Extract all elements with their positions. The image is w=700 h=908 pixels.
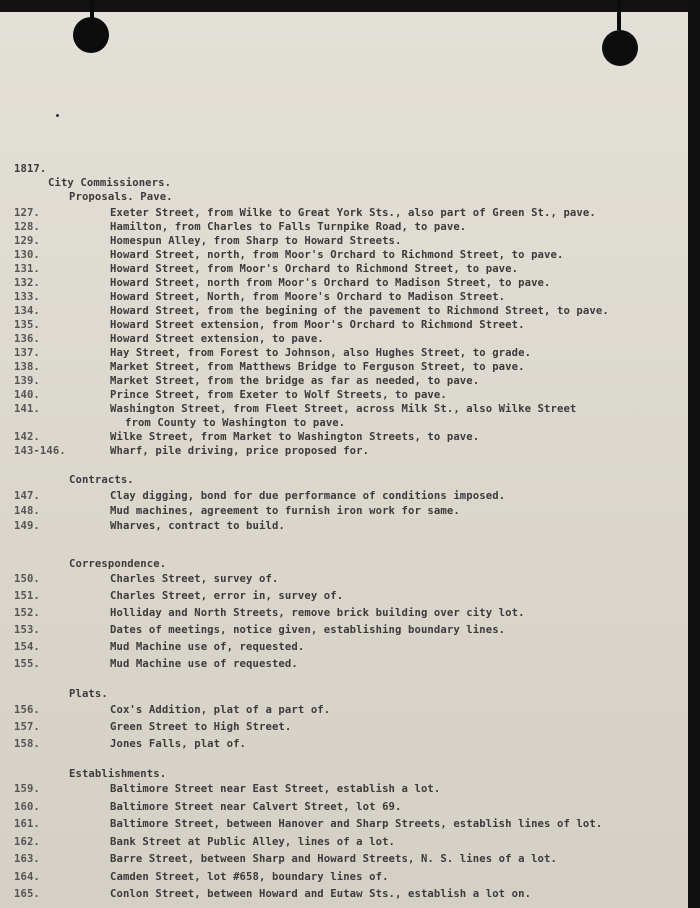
entry-text: Howard Street, North, from Moore's Orchard to Madison Street.	[110, 291, 506, 303]
entry-number: 137.	[14, 347, 40, 359]
entry-number: 132.	[14, 277, 40, 289]
entry-number: 139.	[14, 375, 40, 387]
entry-number: 161.	[14, 818, 40, 830]
scanner-right-border	[688, 0, 700, 908]
entry-number: 131.	[14, 263, 40, 275]
entry-number: 163.	[14, 853, 40, 865]
entry-text: Howard Street, from Moor's Orchard to Richmond Street, to pave.	[110, 263, 519, 275]
entry-number: 134.	[14, 305, 40, 317]
entry-text: Hamilton, from Charles to Falls Turnpike Road, to pave.	[110, 221, 467, 233]
entry-text: Wilke Street, from Market to Washington Streets, to pave.	[110, 431, 480, 443]
entry-text: Holliday and North Streets, remove brick building over city lot.	[110, 607, 525, 619]
entry-text-continuation: from County to Washington to pave.	[125, 417, 346, 429]
entry-number: 157.	[14, 721, 40, 733]
entry-number: 164.	[14, 870, 40, 883]
entry-text: Baltimore Street near East Street, establish a lot.	[110, 783, 441, 795]
entry-number: 154.	[14, 641, 40, 653]
entry-number: 149.	[14, 520, 40, 532]
entry-number: 129.	[14, 235, 40, 247]
entry-number: 133.	[14, 291, 40, 303]
entry-text: Market Street, from the bridge as far as needed, to pave.	[110, 375, 480, 387]
entry-text: Mud machines, agreement to furnish iron work for same.	[110, 505, 460, 517]
entry-number: 160.	[14, 800, 40, 813]
section-heading: Correspondence.	[69, 558, 167, 570]
entry-text: Howard Street, north, from Moor's Orchard to Richmond Street, to pave.	[110, 249, 564, 261]
entry-number: 150.	[14, 573, 40, 585]
entry-number: 141.	[14, 403, 40, 415]
entry-number: 135.	[14, 319, 40, 331]
section-heading: Plats.	[69, 688, 108, 700]
department-heading: City Commissioners.	[48, 177, 172, 189]
entry-text: Green Street to High Street.	[110, 721, 292, 733]
entry-number: 143-146.	[14, 445, 66, 457]
section-heading: Proposals. Pave.	[69, 191, 173, 203]
entry-text: Cox's Addition, plat of a part of.	[110, 704, 331, 716]
entry-number: 136.	[14, 333, 40, 345]
entry-number: 138.	[14, 361, 40, 373]
entry-number: 165.	[14, 888, 40, 900]
entry-text: Jones Falls, plat of.	[110, 738, 247, 750]
entry-number: 130.	[14, 249, 40, 261]
entry-text: Conlon Street, between Howard and Eutaw Sts., establish a lot on.	[110, 888, 532, 900]
entry-number: 158.	[14, 738, 40, 750]
entry-text: Mud Machine use of, requested.	[110, 641, 305, 653]
section-heading: Contracts.	[69, 474, 134, 486]
entry-text: Exeter Street, from Wilke to Great York Sts., also part of Green St., pave.	[110, 207, 596, 219]
entry-text: Howard Street, north from Moor's Orchard to Madison Street, to pave.	[110, 277, 551, 289]
entry-text: Howard Street extension, from Moor's Orchard to Richmond Street.	[110, 319, 525, 331]
entry-text: Bank Street at Public Alley, lines of a lot.	[110, 835, 396, 848]
entry-text: Clay digging, bond for due performance of conditions imposed.	[110, 490, 506, 502]
entry-text: Howard Street, from the begining of the pavement to Richmond Street, to pave.	[110, 305, 609, 317]
entry-number: 140.	[14, 389, 40, 401]
entry-text: Barre Street, between Sharp and Howard Streets, N. S. lines of a lot.	[110, 853, 557, 865]
entry-number: 128.	[14, 221, 40, 233]
entry-text: Hay Street, from Forest to Johnson, also Hughes Street, to grade.	[110, 347, 532, 359]
entry-number: 155.	[14, 658, 40, 670]
punch-hole-left	[73, 17, 109, 53]
entry-number: 142.	[14, 431, 40, 443]
entry-number: 153.	[14, 624, 40, 636]
entry-number: 162.	[14, 835, 40, 848]
entry-text: Dates of meetings, notice given, establishing boundary lines.	[110, 624, 506, 636]
section-heading: Establishments.	[69, 768, 167, 780]
entry-number: 159.	[14, 783, 40, 795]
binder-clip-right	[617, 0, 621, 30]
entry-text: Mud Machine use of requested.	[110, 658, 298, 670]
entry-text: Charles Street, error in, survey of.	[110, 590, 344, 602]
entry-text: Market Street, from Matthews Bridge to Ferguson Street, to pave.	[110, 361, 525, 373]
entry-text: Homespun Alley, from Sharp to Howard Streets.	[110, 235, 402, 247]
entry-number: 156.	[14, 704, 40, 716]
entry-text: Wharf, pile driving, price proposed for.	[110, 445, 370, 457]
entry-text: Prince Street, from Exeter to Wolf Streets, to pave.	[110, 389, 447, 401]
entry-text: Wharves, contract to build.	[110, 520, 285, 532]
scanner-top-border	[0, 0, 700, 12]
entry-number: 152.	[14, 607, 40, 619]
entry-text: Howard Street extension, to pave.	[110, 333, 324, 345]
entry-text: Baltimore Street, between Hanover and Sharp Streets, establish lines of lot.	[110, 818, 603, 830]
entry-number: 151.	[14, 590, 40, 602]
entry-text: Charles Street, survey of.	[110, 573, 279, 585]
entry-text: Baltimore Street near Calvert Street, lot 69.	[110, 800, 402, 813]
punch-hole-right	[602, 30, 638, 66]
entry-number: 147.	[14, 490, 40, 502]
entry-number: 148.	[14, 505, 40, 517]
entry-text: Camden Street, lot #658, boundary lines of.	[110, 870, 389, 883]
entry-text: Washington Street, from Fleet Street, across Milk St., also Wilke Street	[110, 403, 577, 415]
year-heading: 1817.	[14, 163, 47, 175]
entry-number: 127.	[14, 207, 40, 219]
paper-speck	[56, 114, 59, 117]
